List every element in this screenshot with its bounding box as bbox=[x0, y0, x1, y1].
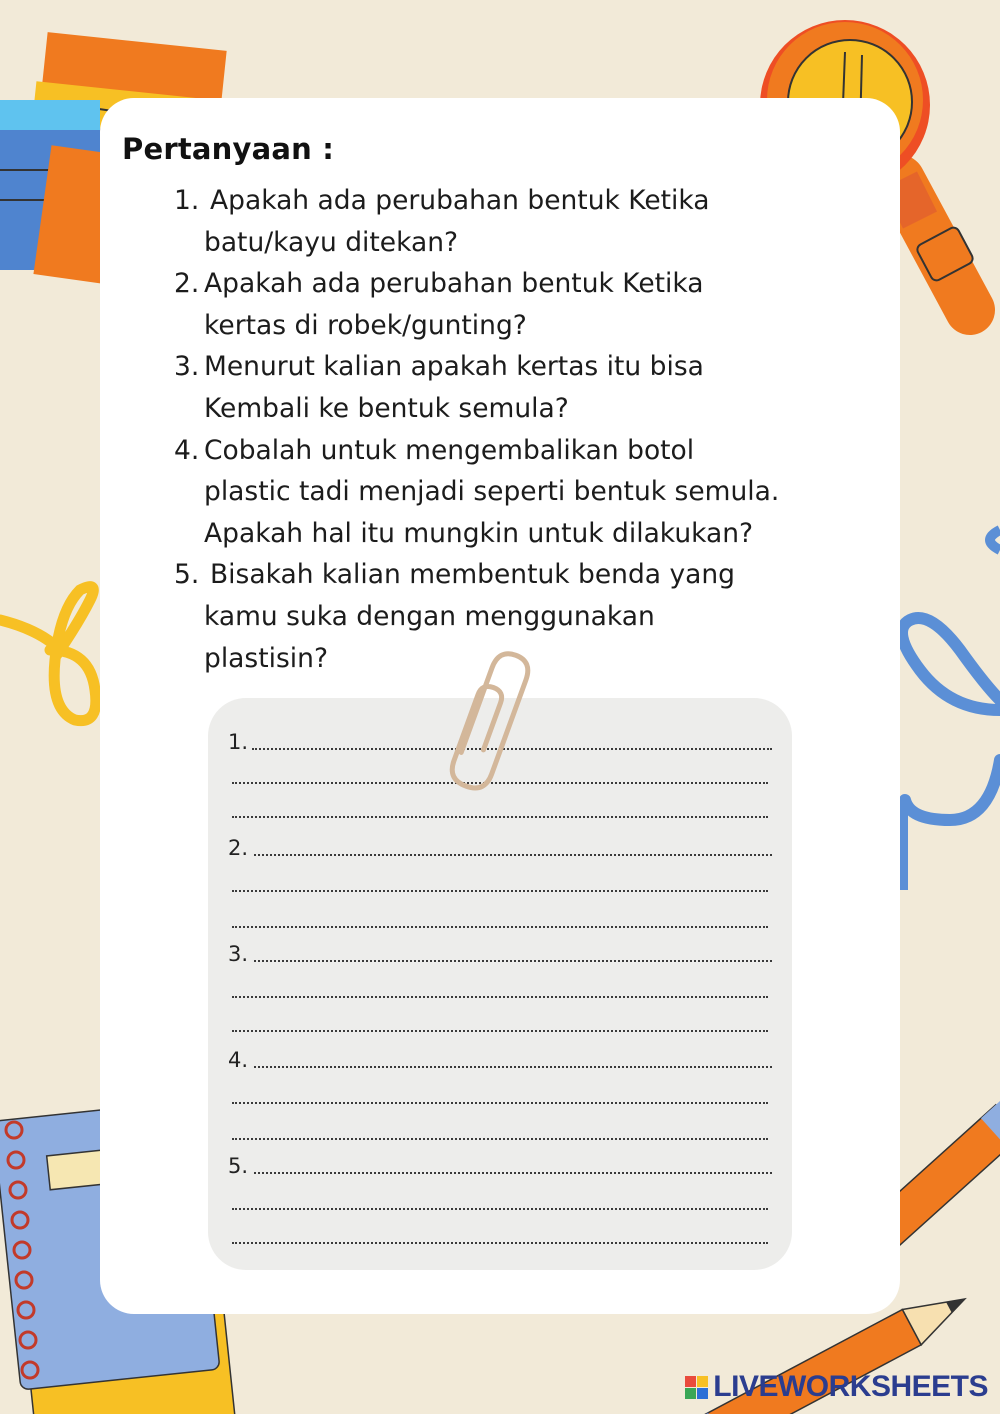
answer-line[interactable] bbox=[228, 1220, 772, 1250]
question-line: Bisakah kalian membentuk benda yang bbox=[210, 559, 735, 591]
answer-number: 5. bbox=[228, 1154, 249, 1178]
question-line: Apakah hal itu mungkin untuk dilakukan? bbox=[204, 517, 754, 549]
answer-line[interactable] bbox=[228, 1186, 772, 1216]
answer-number: 2. bbox=[228, 836, 249, 860]
answer-3-input-1[interactable] bbox=[228, 938, 772, 968]
question-line: kamu suka dengan menggunakan bbox=[204, 600, 655, 632]
question-line: Menurut kalian apakah kertas itu bisa bbox=[204, 351, 704, 383]
liveworksheets-logo-icon bbox=[685, 1374, 709, 1402]
question-item bbox=[174, 263, 864, 346]
answer-line[interactable] bbox=[228, 974, 772, 1004]
answer-line[interactable] bbox=[228, 1080, 772, 1110]
answer-2-input-2[interactable] bbox=[228, 868, 772, 898]
question-line: Apakah ada perubahan bentuk Ketika bbox=[210, 185, 710, 216]
question-line: batu/kayu ditekan? bbox=[204, 226, 459, 258]
question-number: 5. bbox=[174, 559, 200, 591]
answer-5-input-2[interactable] bbox=[228, 1186, 772, 1216]
answer-line[interactable] bbox=[228, 938, 772, 968]
answer-line[interactable] bbox=[228, 1044, 772, 1074]
question-line: plastisin? bbox=[204, 642, 329, 674]
answer-4-input-2[interactable] bbox=[228, 1080, 772, 1110]
answer-4-input-1[interactable] bbox=[228, 1044, 772, 1074]
page-title: Pertanyaan : bbox=[122, 132, 335, 166]
question-line: Kembali ke bentuk semula? bbox=[204, 392, 569, 424]
question-number: 4. bbox=[174, 434, 200, 466]
answer-line[interactable] bbox=[228, 1150, 772, 1180]
answer-5-input-1[interactable] bbox=[228, 1150, 772, 1180]
answer-number: 1. bbox=[228, 730, 249, 754]
answer-line[interactable] bbox=[228, 904, 772, 934]
question-line: Apakah ada perubahan bentuk Ketika bbox=[204, 268, 704, 300]
scissors-icon bbox=[890, 520, 1000, 890]
question-number: 3. bbox=[174, 351, 200, 383]
question-item bbox=[174, 180, 864, 263]
question-number: 1. bbox=[174, 185, 200, 216]
brand-name: LIVEWORKSHEETS bbox=[713, 1370, 988, 1403]
answer-line[interactable] bbox=[228, 1008, 772, 1038]
scissors-icon bbox=[0, 580, 110, 730]
question-line: kertas di robek/gunting? bbox=[204, 309, 527, 341]
question-number: 2. bbox=[174, 268, 200, 300]
answer-3-input-2[interactable] bbox=[228, 974, 772, 1004]
answer-line[interactable] bbox=[228, 1116, 772, 1146]
answer-5-input-3[interactable] bbox=[228, 1220, 772, 1250]
paper-clip-icon bbox=[444, 640, 534, 800]
answer-line[interactable] bbox=[228, 832, 772, 862]
question-item bbox=[174, 430, 864, 555]
liveworksheets-brand[interactable] bbox=[685, 1370, 988, 1404]
answer-line[interactable] bbox=[228, 868, 772, 898]
answer-number: 4. bbox=[228, 1048, 249, 1072]
question-item bbox=[174, 346, 864, 429]
question-list bbox=[174, 180, 864, 679]
answer-4-input-3[interactable] bbox=[228, 1116, 772, 1146]
answer-2-input-1[interactable] bbox=[228, 832, 772, 862]
answer-2-input-3[interactable] bbox=[228, 904, 772, 934]
answer-number: 3. bbox=[228, 942, 249, 966]
question-line: plastic tadi menjadi seperti bentuk semula. bbox=[204, 476, 780, 508]
answer-3-input-3[interactable] bbox=[228, 1008, 772, 1038]
question-line: Cobalah untuk mengembalikan botol bbox=[204, 434, 695, 466]
